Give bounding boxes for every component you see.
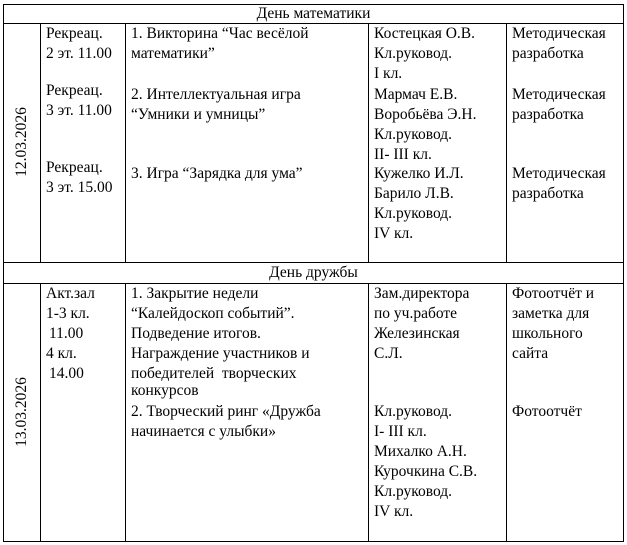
responsible-cell: Костецкая О.В. Кл.руковод. I кл. — [374, 25, 475, 82]
event-cell: 2. Интеллектуальная игра “Умники и умницы” — [131, 86, 301, 123]
event-cell: 1. Викторина “Час весёлой математики” — [131, 25, 309, 62]
responsible-cell: Кужелко И.Л. Барило Л.В. Кл.руковод. IV кл. — [374, 165, 464, 242]
result-cell: Методическая разработка — [512, 86, 606, 123]
section-heading: День дружбы — [269, 264, 358, 281]
column-divider — [368, 283, 369, 541]
column-divider — [125, 23, 126, 262]
result-cell: Фотоотчёт и заметка для школьного сайта — [512, 285, 595, 362]
column-divider — [40, 283, 41, 541]
column-divider — [506, 283, 507, 541]
section-heading: День математики — [256, 5, 371, 22]
result-cell: Методическая разработка — [512, 165, 606, 202]
event-cell: 3. Игра “Зарядка для ума” — [131, 165, 303, 182]
result-cell: Фотоотчёт — [512, 403, 582, 420]
result-cell: Методическая разработка — [512, 25, 606, 62]
column-divider — [40, 23, 41, 262]
place-cell: Рекреац. 2 эт. 11.00 — [46, 25, 112, 62]
responsible-cell: Кл.руковод. I- III кл. Михалко А.Н. Курочкина С.В. Кл.руковод. IV кл. — [374, 403, 478, 520]
place-cell: Рекреац. 3 эт. 15.00 — [46, 159, 113, 196]
column-divider — [368, 23, 369, 262]
section-date: 13.03.2026 — [13, 377, 30, 447]
place-cell: Рекреац. 3 эт. 11.00 — [46, 82, 112, 119]
column-divider — [125, 283, 126, 541]
place-cell: Акт.зал 1-3 кл. 11.00 4 кл. 14.00 — [46, 285, 95, 382]
responsible-cell: Мармач Е.В. Воробьёва Э.Н. Кл.руковод. II- III кл. — [374, 86, 477, 163]
responsible-cell: Зам.директора по уч.работе Железинская С.Л. — [374, 285, 470, 362]
section-date: 12.03.2026 — [13, 107, 30, 177]
table-border-bottom — [3, 541, 624, 542]
event-cell: 1. Закрытие недели “Калейдоскоп событий”. Подведение итогов. Награждение участников и победителей творческих конкурсов — [131, 285, 310, 399]
column-divider — [506, 23, 507, 262]
event-cell: 2. Творческий ринг «Дружба начинается с улыбки» — [131, 403, 321, 440]
